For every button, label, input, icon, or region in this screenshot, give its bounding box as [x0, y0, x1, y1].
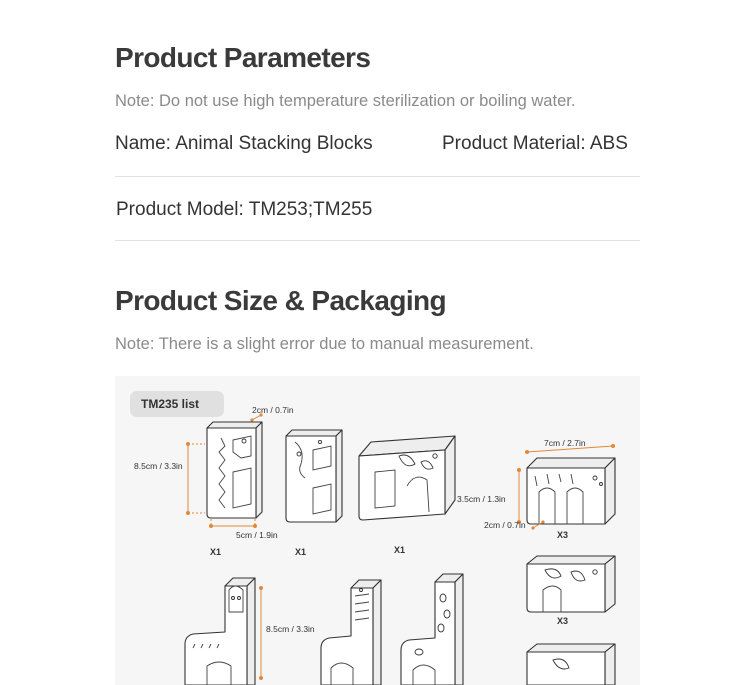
product-name: Name: Animal Stacking Blocks: [115, 133, 373, 154]
divider: [115, 240, 640, 241]
dim-long-height: 3.5cm / 1.3in: [457, 494, 506, 504]
crocodile-block-icon: [207, 422, 262, 518]
section-title-parameters: Product Parameters: [115, 42, 371, 73]
dim-long-width: 7cm / 2.7in: [544, 438, 586, 448]
product-model: Product Model: TM253;TM255: [116, 199, 373, 220]
product-material: Product Material: ABS: [442, 133, 628, 154]
tall-giraffe-block-icon: [185, 578, 255, 685]
small-cow-block-icon: [527, 556, 615, 612]
dim-tall-height: 8.5cm / 3.3in: [266, 624, 315, 634]
qty-cow: X1: [394, 545, 406, 555]
dim-top-width: 2cm / 0.7in: [252, 405, 294, 415]
size-note: Note: There is a slight error due to manual measurement.: [115, 335, 534, 353]
tall-zebra-block-icon: [321, 580, 381, 685]
qty-small-cow: X3: [557, 616, 569, 626]
section-title-size: Product Size & Packaging: [115, 285, 447, 316]
qty-crocodile: X1: [210, 547, 222, 557]
partial-block-icon: [527, 644, 615, 685]
size-diagram-panel: [115, 376, 640, 685]
tall-spotted-block-icon: [401, 574, 463, 685]
blocks-illustration: [115, 376, 640, 685]
dim-long-depth: 2cm / 0.7in: [484, 520, 526, 530]
qty-tiger: X3: [557, 530, 569, 540]
cow-block-icon: [359, 436, 455, 520]
tiger-block-icon: [527, 458, 615, 524]
parameters-note: Note: Do not use high temperature sterilization or boiling water.: [115, 92, 576, 110]
qty-hippo: X1: [295, 547, 307, 557]
divider: [115, 176, 640, 177]
hippo-block-icon: [286, 430, 342, 522]
dim-bottom-width: 5cm / 1.9in: [236, 530, 278, 540]
list-label-badge: TM235 list: [130, 391, 224, 417]
dim-left-height: 8.5cm / 3.3in: [134, 461, 183, 471]
